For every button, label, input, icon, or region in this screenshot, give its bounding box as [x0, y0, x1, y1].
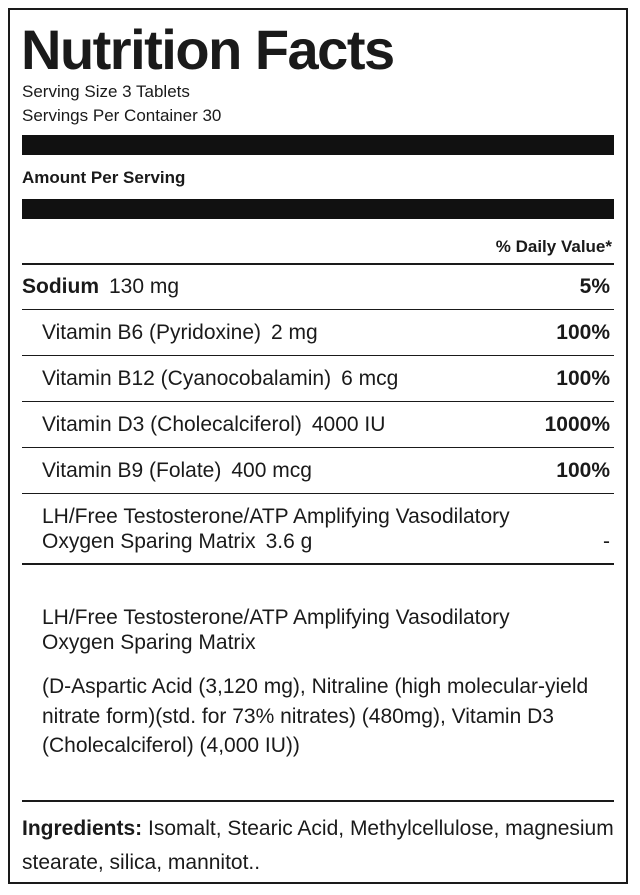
- vitamin-b12-daily-value: 100%: [556, 367, 610, 390]
- rule-after-b9: [22, 493, 614, 494]
- sodium-amount: 130 mg: [109, 275, 180, 298]
- rule-above-ingredients: [22, 800, 614, 802]
- daily-value-header: % Daily Value*: [495, 237, 612, 256]
- vitamin-row-d3: [42, 412, 385, 438]
- blend-name-line1: LH/Free Testosterone/ATP Amplifying Vasodilatory: [42, 505, 510, 528]
- vitamin-b9-daily-value: 100%: [556, 459, 610, 482]
- thick-divider-top: [22, 135, 614, 155]
- amount-per-serving-label: Amount Per Serving: [22, 168, 186, 187]
- sodium-row: [22, 274, 179, 300]
- blend-name-line2: Oxygen Sparing Matrix: [42, 530, 256, 553]
- sodium-name: Sodium: [22, 275, 99, 298]
- vitamin-amount: 4000 IU: [311, 413, 386, 436]
- rule-after-d3: [22, 447, 614, 448]
- blend-detail-name-line2: Oxygen Sparing Matrix: [42, 631, 256, 654]
- blend-amount: 3.6 g: [265, 530, 313, 553]
- vitamin-row-b6: [42, 320, 318, 346]
- ingredients-label: Ingredients:: [22, 817, 143, 840]
- vitamin-amount: 400 mcg: [231, 459, 312, 482]
- rule-after-blend: [22, 563, 614, 565]
- vitamin-d3-daily-value: 1000%: [544, 413, 610, 436]
- vitamin-row-b9: [42, 458, 312, 484]
- rule-after-b12: [22, 401, 614, 402]
- vitamin-name: Vitamin B9 (Folate): [42, 459, 222, 482]
- ingredients-statement: [22, 812, 616, 880]
- nutrition-facts-panel: [8, 8, 628, 884]
- blend-detail-components: (D-Aspartic Acid (3,120 mg), Nitraline (high molecular-yield nitrate form)(std. for 73% nitrates) (480mg), Vitamin D3 (Cholecalciferol) (4,000 IU)): [42, 675, 589, 757]
- vitamin-name: Vitamin B12 (Cyanocobalamin): [42, 367, 332, 390]
- rule-after-sodium: [22, 309, 614, 310]
- blend-detail-name-line1: LH/Free Testosterone/ATP Amplifying Vasodilatory: [42, 606, 510, 629]
- blend-row-line2: [42, 529, 312, 555]
- vitamin-amount: 6 mcg: [341, 367, 399, 390]
- servings-per-container: Servings Per Container 30: [22, 106, 222, 125]
- vitamin-b6-daily-value: 100%: [556, 321, 610, 344]
- vitamin-name: Vitamin B6 (Pyridoxine): [42, 321, 262, 344]
- blend-daily-value: -: [603, 530, 610, 553]
- blend-detail-name: [42, 605, 612, 655]
- rule-after-b6: [22, 355, 614, 356]
- rule-below-dv-header: [22, 263, 614, 265]
- vitamin-row-b12: [42, 366, 398, 392]
- nutrition-facts-title: Nutrition Facts: [21, 18, 394, 81]
- serving-size: Serving Size 3 Tablets: [22, 82, 190, 101]
- thick-divider-middle: [22, 199, 614, 219]
- ingredients-text: Isomalt, Stearic Acid, Methylcellulose, magnesium stearate, silica, mannitot..: [22, 817, 614, 874]
- sodium-daily-value: 5%: [579, 275, 610, 298]
- vitamin-amount: 2 mg: [271, 321, 318, 344]
- vitamin-name: Vitamin D3 (Cholecalciferol): [42, 413, 302, 436]
